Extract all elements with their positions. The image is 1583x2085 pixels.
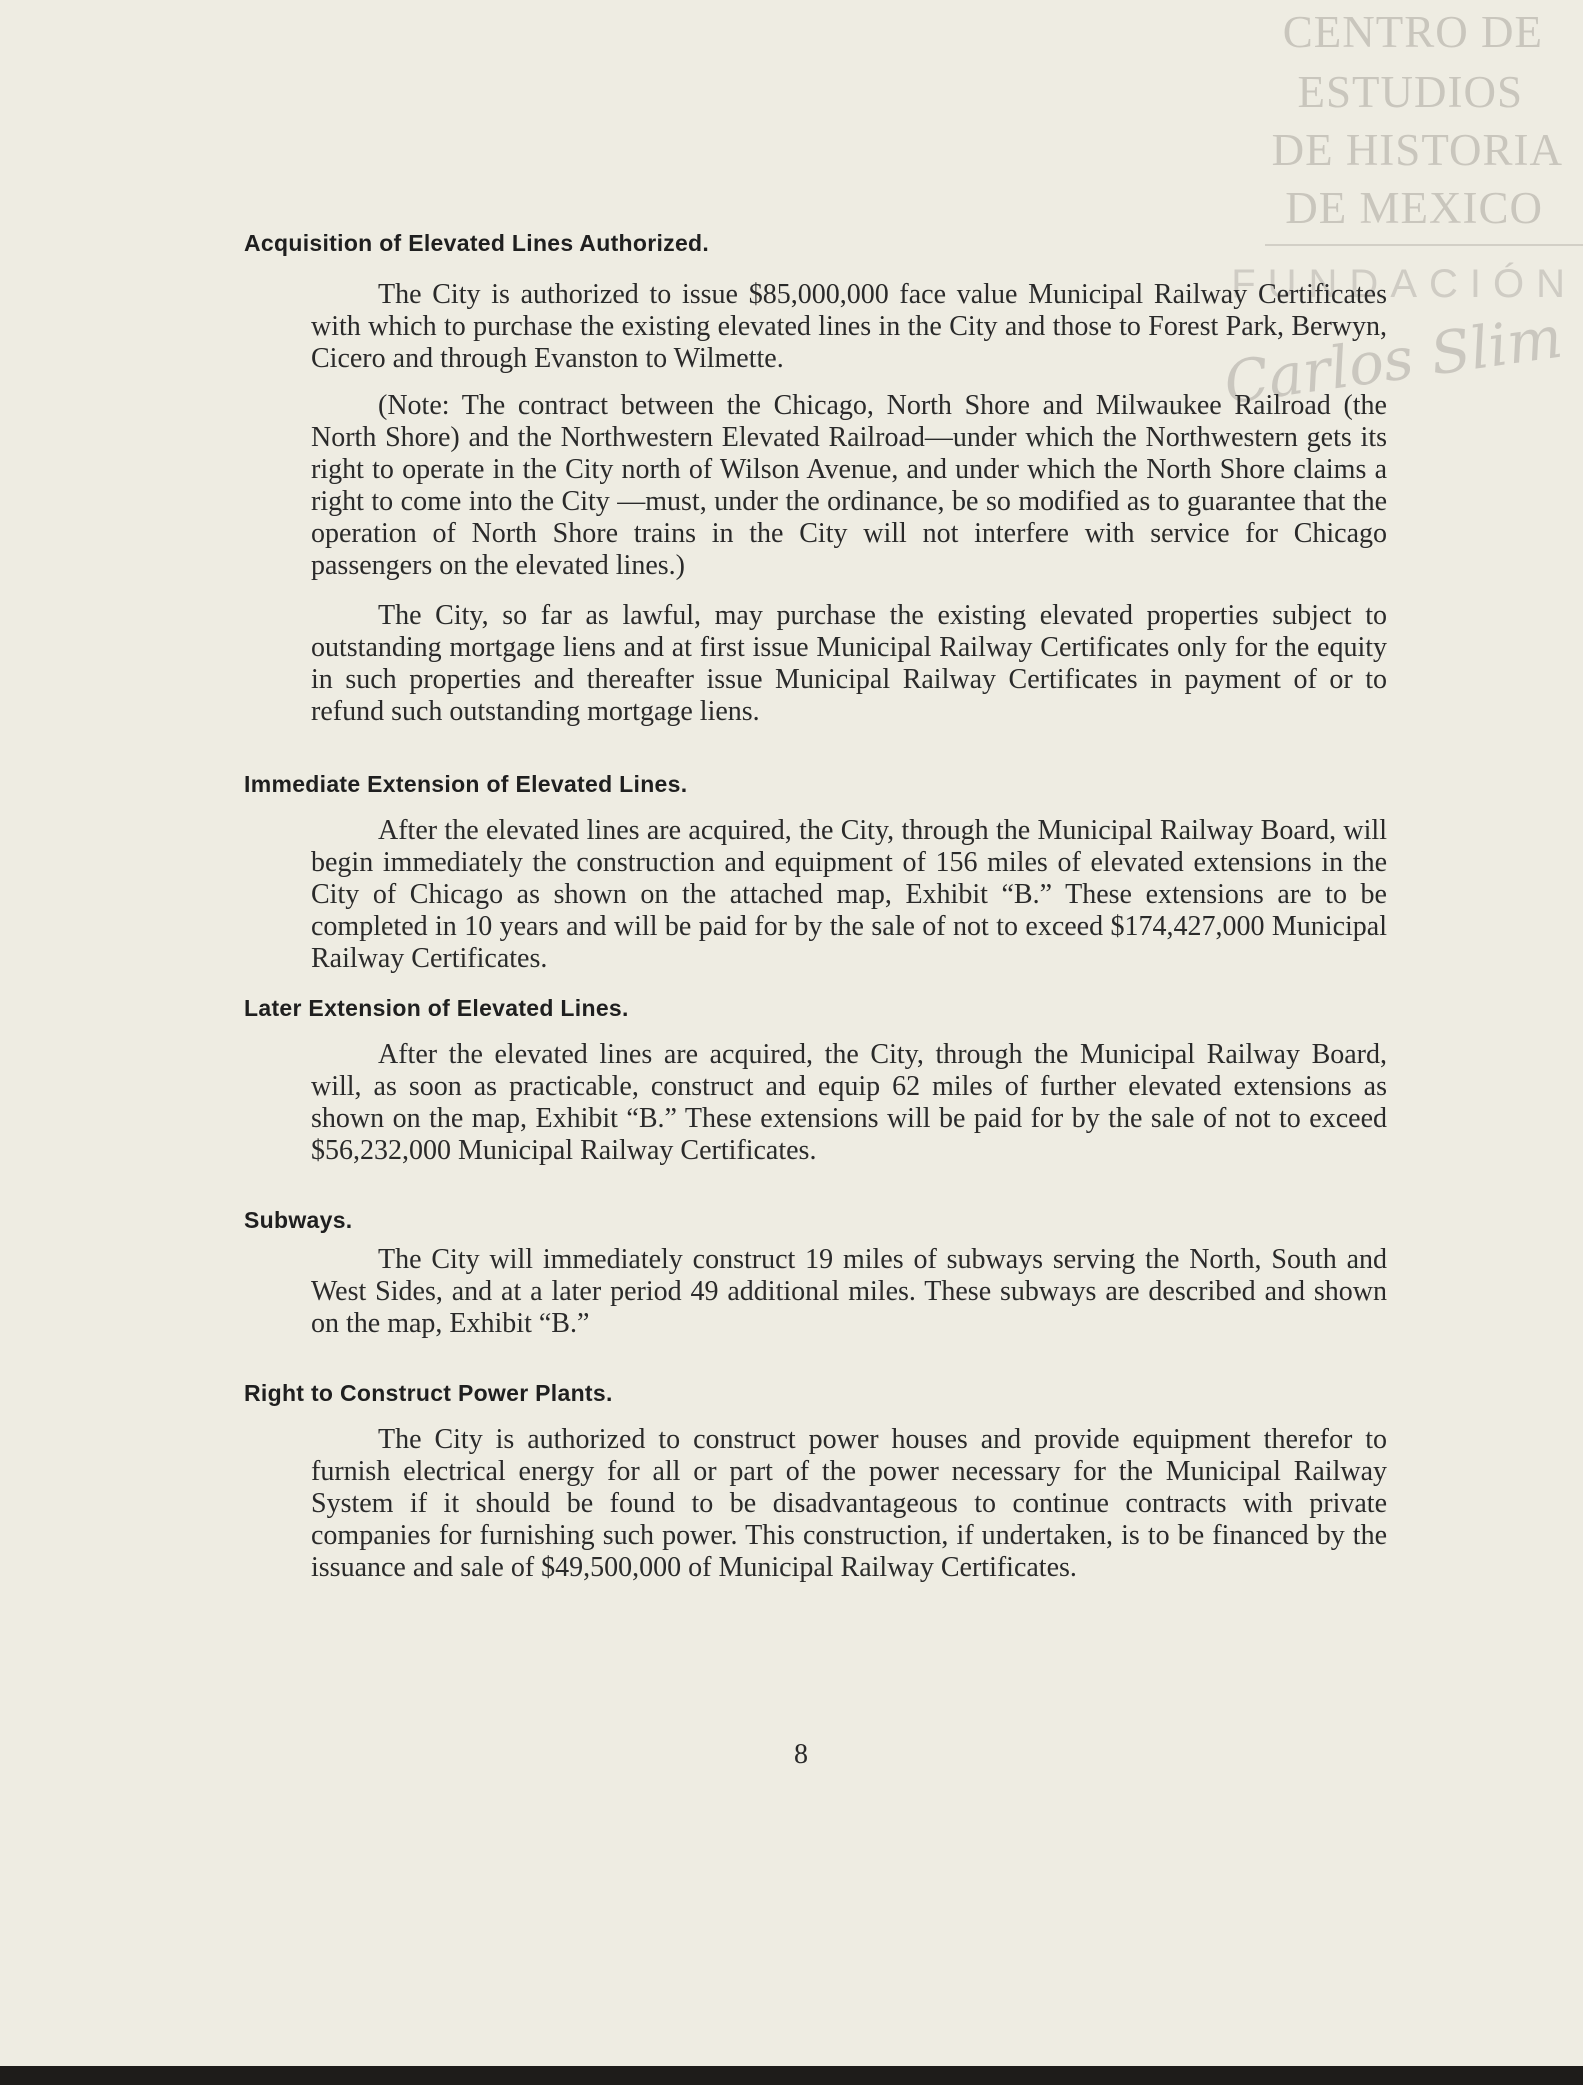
section-heading: Acquisition of Elevated Lines Authorized. — [244, 230, 710, 256]
page-number: 8 — [794, 1739, 808, 1770]
watermark-signature: Carlos Slim — [1219, 302, 1567, 418]
watermark-line: ESTUDIOS — [1297, 67, 1523, 117]
section-paragraph: The City, so far as lawful, may purchase the existing elevated properties subject to outstanding mortgage liens and at first issue Municipal Railway Certificates only for the equity in such properties and thereafter issue Municipal Railway Certificates in payment of or to refund such outstanding mortgage liens. — [311, 600, 1387, 727]
section-heading: Subways. — [244, 1207, 353, 1233]
section-heading: Right to Construct Power Plants. — [244, 1380, 613, 1406]
section-heading: Later Extension of Elevated Lines. — [244, 995, 629, 1021]
section-paragraph: After the elevated lines are acquired, the City, through the Municipal Railway Board, will begin immediately the construction and equipment of 156 miles of elevated extensions in the City of Chicago as shown on the attached map, Exhibit “B.” These extensions are to be completed in 10 years and will be paid for by the sale of not to exceed $174,427,000 Municipal Railway Certificates. — [311, 815, 1387, 974]
section-paragraph: The City will immediately construct 19 miles of subways serving the North, South and West Sides, and at a later period 49 additional miles. These subways are described and shown on the map, Exhibit “B.” — [311, 1244, 1387, 1339]
section-paragraph: The City is authorized to issue $85,000,000 face value Municipal Railway Certificates with which to purchase the existing elevated lines in the City and those to Forest Park, Berwyn, Cicero and through Evanston to Wilmette. — [311, 279, 1387, 374]
watermark-fundacion: FUNDACIÓN — [1231, 262, 1577, 306]
section-paragraph: The City is authorized to construct power houses and provide equipment therefor to furnish electrical energy for all or part of the power necessary for the Municipal Railway System if it should be found to be disadvantageous to continue contracts with private companies for furnishing such power. This construction, if undertaken, is to be financed by the issuance and sale of $49,500,000 of Municipal Railway Certificates. — [311, 1424, 1387, 1583]
watermark-line: DE MEXICO — [1285, 183, 1543, 233]
section-paragraph: After the elevated lines are acquired, the City, through the Municipal Railway Board, will, as soon as practicable, construct and equip 62 miles of further elevated extensions as shown on the map, Exhibit “B.” These extensions will be paid for by the sale of not to exceed $56,232,000 Municipal Railway Certificates. — [311, 1039, 1387, 1166]
watermark-line: CENTRO DE — [1282, 7, 1543, 57]
section-paragraph: (Note: The contract between the Chicago, North Shore and Milwaukee Railroad (the North Shore) and the Northwestern Elevated Railroad—under which the Northwestern gets its right to operate in the City north of Wilson Avenue, and under which the North Shore claims a right to come into the City —must, under the ordinance, be so modified as to guarantee that the operation of North Shore trains in the City will not interfere with service for Chicago passengers on the elevated lines.) — [311, 390, 1387, 581]
watermark-line: DE HISTORIA — [1271, 125, 1563, 175]
section-heading: Immediate Extension of Elevated Lines. — [244, 771, 688, 797]
page-content — [244, 222, 1392, 1584]
